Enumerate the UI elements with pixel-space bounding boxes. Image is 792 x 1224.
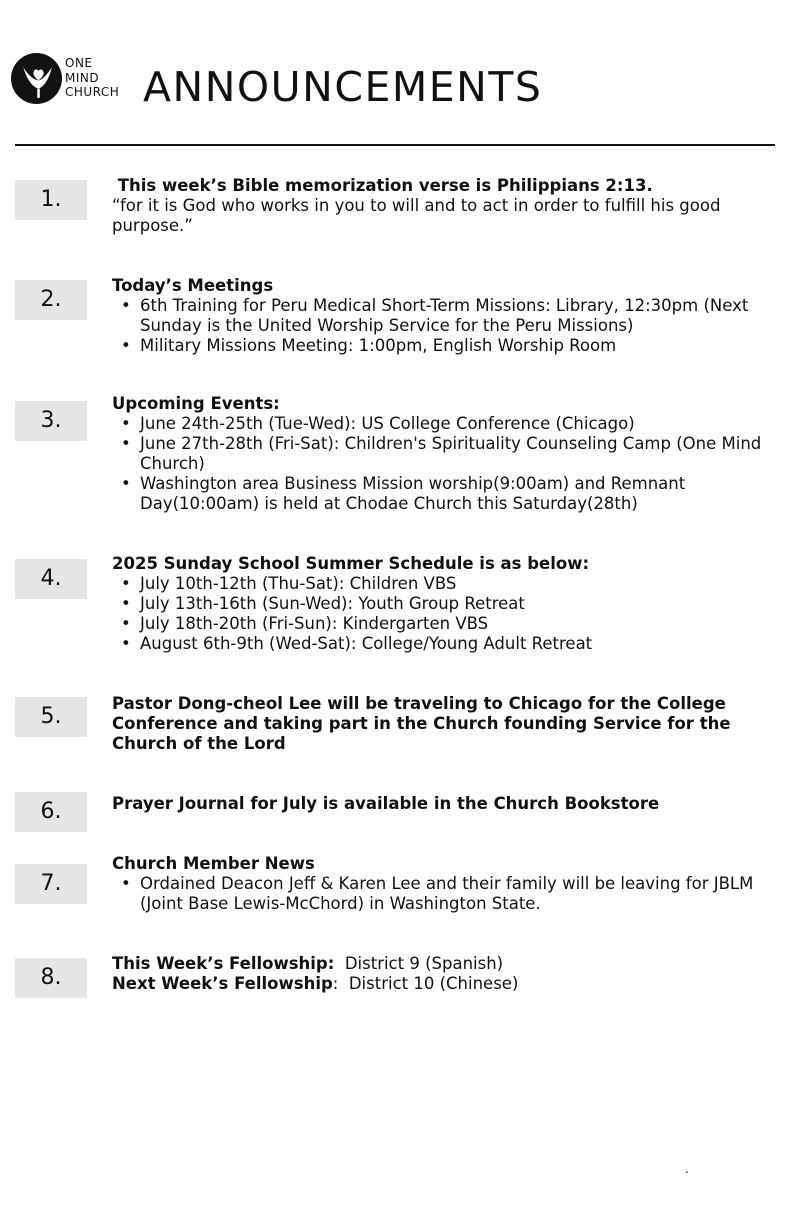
header-divider bbox=[15, 144, 775, 146]
page-header bbox=[0, 0, 792, 150]
logo-line: ONE bbox=[65, 56, 93, 70]
announcement-1 bbox=[112, 176, 762, 236]
list-item: • Ordained Deacon Jeff & Karen Lee and their family will be leaving for JBLM (Joint Base Lewis-McChord) in Washington State. bbox=[112, 874, 762, 914]
fellowship-next-week bbox=[112, 974, 762, 994]
item-heading: This week’s Bible memorization verse is Philippians 2:13. bbox=[112, 176, 653, 195]
list-item: • July 18th-20th (Fri-Sun): Kindergarten VBS bbox=[112, 614, 762, 634]
item-number-5: 5. bbox=[15, 697, 87, 737]
announcement-4 bbox=[112, 554, 762, 654]
item-heading: Prayer Journal for July is available in the Church Bookstore bbox=[112, 794, 660, 813]
bullet-list bbox=[112, 874, 762, 914]
item-heading: Church Member News bbox=[112, 854, 315, 873]
item-number-4: 4. bbox=[15, 559, 87, 599]
list-item: • June 24th-25th (Tue-Wed): US College Conference (Chicago) bbox=[112, 414, 762, 434]
list-item: • Military Missions Meeting: 1:00pm, English Worship Room bbox=[112, 336, 762, 356]
fellowship-value: : District 10 (Chinese) bbox=[332, 974, 519, 993]
bullet-list bbox=[112, 414, 762, 514]
list-item: • Washington area Business Mission worship(9:00am) and Remnant Day(10:00am) is held at Chodae Church this Saturday(28th) bbox=[112, 474, 762, 514]
list-item: • June 27th-28th (Fri-Sat): Children's Spirituality Counseling Camp (One Mind Church) bbox=[112, 434, 762, 474]
logo-wordmark bbox=[65, 56, 119, 100]
fellowship-this-week bbox=[112, 954, 762, 974]
fellowship-label: Next Week’s Fellowship bbox=[112, 974, 333, 993]
item-number-7: 7. bbox=[15, 864, 87, 904]
bullet-list bbox=[112, 574, 762, 654]
item-heading: 2025 Sunday School Summer Schedule is as below: bbox=[112, 554, 590, 573]
church-logo-icon bbox=[11, 53, 62, 104]
fellowship-label: This Week’s Fellowship: bbox=[112, 954, 335, 973]
item-number-3: 3. bbox=[15, 401, 87, 441]
logo-line: MIND bbox=[65, 70, 100, 85]
list-item: • 6th Training for Peru Medical Short-Term Missions: Library, 12:30pm (Next Sunday is the United Worship Service for the Peru Missions) bbox=[112, 296, 762, 336]
bullet-list bbox=[112, 296, 762, 356]
announcement-5 bbox=[112, 694, 762, 754]
announcement-3 bbox=[112, 394, 762, 514]
item-number-1: 1. bbox=[15, 180, 87, 220]
list-item: • August 6th-9th (Wed-Sat): College/Young Adult Retreat bbox=[112, 634, 762, 654]
item-text: “for it is God who works in you to will and to act in order to fulfill his good purpose.” bbox=[112, 196, 721, 235]
logo-line: CHURCH bbox=[65, 85, 120, 99]
item-number-2: 2. bbox=[15, 280, 87, 320]
item-number-8: 8. bbox=[15, 958, 87, 998]
item-number-6: 6. bbox=[15, 792, 87, 832]
item-heading: Pastor Dong-cheol Lee will be traveling to Chicago for the College Conference and taking part in the Church founding Service for the Church of the Lord bbox=[112, 694, 731, 753]
list-item: • July 10th-12th (Thu-Sat): Children VBS bbox=[112, 574, 762, 594]
list-item: • July 13th-16th (Sun-Wed): Youth Group Retreat bbox=[112, 594, 762, 614]
item-heading: Today’s Meetings bbox=[112, 276, 274, 295]
announcement-6 bbox=[112, 794, 762, 814]
page-title: ANNOUNCEMENTS bbox=[143, 63, 543, 111]
announcement-7 bbox=[112, 854, 762, 914]
fellowship-value: District 9 (Spanish) bbox=[334, 954, 504, 973]
item-heading: Upcoming Events: bbox=[112, 394, 280, 413]
announcement-8 bbox=[112, 954, 762, 994]
footer-mark: . bbox=[685, 1162, 689, 1176]
announcement-2 bbox=[112, 276, 762, 356]
